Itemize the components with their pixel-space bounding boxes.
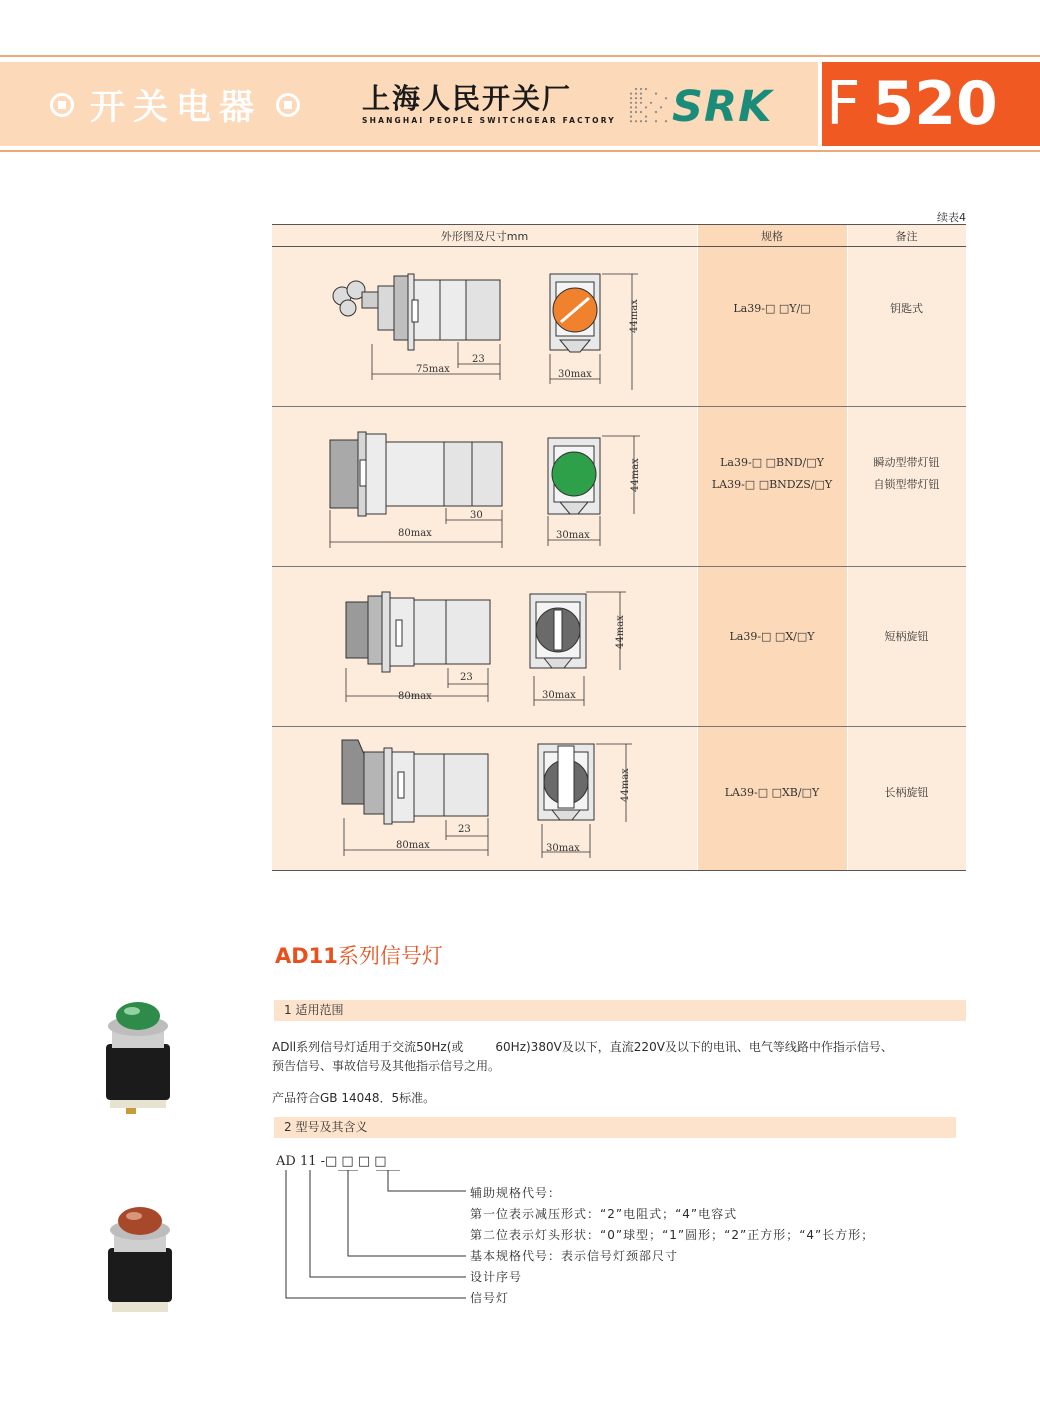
factory-name-en: SHANGHAI PEOPLE SWITCHGEAR FACTORY bbox=[362, 116, 616, 125]
front-view bbox=[530, 594, 586, 668]
factory-name-cn: 上海人民开关厂 bbox=[362, 82, 573, 115]
dot bbox=[640, 88, 642, 90]
column-divider bbox=[697, 224, 698, 871]
page-letter: F bbox=[826, 69, 861, 139]
spec-line: LA39-□ □XB/□Y bbox=[724, 786, 820, 799]
drawing-short-rotary bbox=[346, 592, 626, 706]
section-bar-scope: 1 适用范围 bbox=[274, 1000, 966, 1021]
dot bbox=[655, 120, 657, 122]
dot bbox=[635, 102, 637, 104]
page-number: 520 bbox=[872, 69, 998, 139]
text-span: ADll系列信号灯适用于交流50Hz(或 bbox=[272, 1040, 464, 1054]
note-cell bbox=[847, 298, 966, 320]
dim-length-label: 80max bbox=[398, 528, 432, 539]
note-cell bbox=[847, 782, 966, 804]
dim-mid-label: 23 bbox=[460, 672, 473, 683]
dot bbox=[645, 106, 647, 108]
key-icon bbox=[333, 281, 380, 316]
note-line: 钥匙式 bbox=[890, 302, 923, 315]
paragraph-scope-line1 bbox=[272, 1038, 893, 1056]
spec-cell bbox=[697, 782, 847, 804]
model-code-brackets bbox=[276, 1170, 476, 1310]
legend-line: 第二位表示灯头形状：“0”球型；“1”圆形；“2”正方形；“4”长方形； bbox=[470, 1228, 875, 1242]
drawing-illuminated-button bbox=[330, 432, 641, 548]
note-line: 短柄旋钮 bbox=[884, 630, 929, 643]
front-view bbox=[550, 274, 600, 352]
dot bbox=[635, 88, 637, 90]
dim-height-label: 44max bbox=[620, 768, 631, 802]
note-line: 长柄旋钮 bbox=[884, 786, 929, 799]
dot bbox=[630, 106, 632, 108]
dot bbox=[630, 116, 632, 118]
dot bbox=[640, 102, 642, 104]
legend-line: 信号灯 bbox=[470, 1291, 510, 1305]
dim-mid-label: 23 bbox=[472, 354, 485, 365]
section-bar-model: 2 型号及其含义 bbox=[274, 1117, 956, 1138]
dot bbox=[665, 97, 667, 99]
dim-width-label: 30max bbox=[546, 843, 580, 854]
legend-line: 基本规格代号：表示信号灯颈部尺寸 bbox=[470, 1249, 679, 1263]
dot bbox=[655, 111, 657, 113]
dim-length-label: 80max bbox=[398, 691, 432, 702]
bullet-circle-icon bbox=[276, 93, 300, 117]
bullet-circle-icon bbox=[50, 93, 74, 117]
signal-lamp-green-image bbox=[98, 996, 178, 1116]
spec-table bbox=[272, 211, 966, 871]
dot bbox=[645, 120, 647, 122]
paragraph-scope-line2: 预告信号、事故信号及其他指示信号之用。 bbox=[272, 1059, 501, 1073]
category-title-group bbox=[50, 80, 300, 130]
dim-length-label: 80max bbox=[396, 840, 430, 851]
dot bbox=[630, 111, 632, 113]
dot bbox=[655, 93, 657, 95]
dot bbox=[635, 120, 637, 122]
dim-height-label: 44max bbox=[615, 615, 626, 649]
drawing-long-rotary bbox=[342, 740, 632, 858]
dot bbox=[630, 97, 632, 99]
dot bbox=[635, 93, 637, 95]
dim-mid-label: 30 bbox=[470, 510, 483, 521]
spec-line: La39-□ □BND/□Y bbox=[720, 456, 824, 469]
header-note: 备注 bbox=[895, 230, 918, 243]
factory-logo bbox=[362, 82, 616, 125]
dot bbox=[630, 102, 632, 104]
header-drawing: 外形图及尺寸mm bbox=[440, 230, 529, 243]
front-view bbox=[548, 438, 600, 514]
dot bbox=[645, 116, 647, 118]
spec-line: La39-□ □X/□Y bbox=[729, 630, 815, 643]
dot bbox=[640, 97, 642, 99]
spec-line: La39-□ □Y/□ bbox=[733, 302, 811, 315]
dim-width-label: 30max bbox=[558, 369, 592, 380]
green-button-head bbox=[552, 452, 596, 496]
header-spec: 规格 bbox=[761, 230, 783, 243]
spec-cell bbox=[697, 298, 847, 320]
dot bbox=[640, 111, 642, 113]
brand-logo: SRK bbox=[672, 82, 773, 132]
dot bbox=[645, 88, 647, 90]
legend-line: 设计序号 bbox=[470, 1270, 523, 1284]
dot bbox=[640, 120, 642, 122]
dot bbox=[630, 93, 632, 95]
dimension-drawings bbox=[272, 224, 697, 871]
spec-cell bbox=[697, 626, 847, 648]
section-title-model: AD11 bbox=[275, 944, 338, 968]
section-title bbox=[275, 940, 443, 970]
dot bbox=[650, 102, 652, 104]
legend-line: 辅助规格代号： bbox=[470, 1186, 562, 1200]
drawing-key-switch bbox=[333, 274, 640, 390]
dim-length-label: 75max bbox=[416, 364, 450, 375]
dim-width-label: 30max bbox=[542, 690, 576, 701]
note-column-bg bbox=[847, 224, 966, 871]
dot bbox=[635, 97, 637, 99]
note-line: 自锁型带灯钮 bbox=[873, 478, 940, 491]
category-title: 开关电器 bbox=[90, 88, 263, 128]
header-rule-top bbox=[0, 55, 1040, 57]
spec-cell bbox=[697, 452, 847, 496]
dim-width-label: 30max bbox=[556, 530, 590, 541]
dot bbox=[640, 93, 642, 95]
spec-column-bg bbox=[697, 224, 847, 871]
dot bbox=[635, 111, 637, 113]
page-code bbox=[826, 69, 998, 139]
note-cell bbox=[847, 626, 966, 648]
dot bbox=[630, 120, 632, 122]
dot-pattern-icon bbox=[628, 86, 668, 124]
dim-height-label: 44max bbox=[629, 299, 640, 333]
legend-line: 第一位表示减压形式：“2”电阻式；“4”电容式 bbox=[470, 1207, 738, 1221]
paragraph-standard: 产品符合GB 14048．5标准。 bbox=[272, 1091, 436, 1105]
dot bbox=[660, 106, 662, 108]
header-rule-bottom bbox=[0, 150, 1040, 152]
continued-label: 续表4 bbox=[937, 211, 966, 224]
front-view bbox=[538, 744, 594, 820]
section-title-text: 系列信号灯 bbox=[337, 944, 443, 968]
dim-mid-label: 23 bbox=[458, 824, 471, 835]
model-code: AD 11 -□ □ □ □ bbox=[276, 1154, 387, 1169]
note-cell bbox=[847, 452, 966, 496]
text-span: 60Hz)380V及以下，直流220V及以下的电讯、电气等线路中作指示信号、 bbox=[495, 1040, 893, 1054]
dot bbox=[635, 106, 637, 108]
dim-height-label: 44max bbox=[630, 458, 641, 492]
signal-lamp-red-image bbox=[100, 1200, 180, 1318]
note-line: 瞬动型带灯钮 bbox=[873, 456, 940, 469]
spec-line: LA39-□ □BNDZS/□Y bbox=[711, 478, 833, 491]
dot bbox=[665, 120, 667, 122]
column-divider bbox=[847, 224, 848, 871]
